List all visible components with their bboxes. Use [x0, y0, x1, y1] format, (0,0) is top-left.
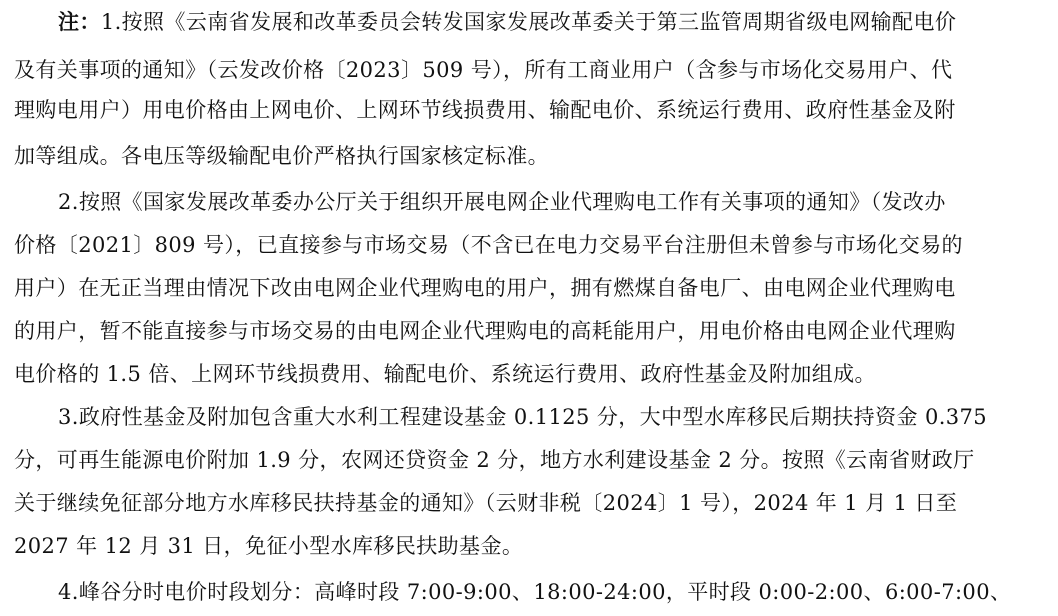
note-text: 1.按照《云南省发展和改革委员会转发国家发展改革委关于第三监管周期省级电网输配电价	[100, 10, 957, 34]
note-line-8: 的用户，暂不能直接参与市场交易的由电网企业代理购电的高耗能用户，用电价格由电网企业代理购	[14, 319, 956, 343]
note-line-13: 2027 年 12 月 31 日，免征小型水库移民扶助基金。	[14, 534, 524, 558]
note-line-7: 用户）在无正当理由情况下改由电网企业代理购电的用户，拥有燃煤自备电厂、由电网企业代理购电	[14, 276, 956, 300]
note-line-6: 价格〔2021〕809 号），已直接参与市场交易（不含已在电力交易平台注册但未曾参与市场化交易的	[14, 233, 963, 257]
note-line-11: 分，可再生能源电价附加 1.9 分，农网还贷资金 2 分，地方水利建设基金 2 分。按照《云南省财政厅	[14, 448, 975, 472]
note-line-10: 3.政府性基金及附加包含重大水利工程建设基金 0.1125 分，大中型水库移民后期扶持资金 0.375	[58, 405, 988, 429]
note-line-9: 电价格的 1.5 倍、上网环节线损费用、输配电价、系统运行费用、政府性基金及附加组成。	[14, 362, 876, 386]
note-line-12: 关于继续免征部分地方水库移民扶持基金的通知》（云财非税〔2024〕1 号），2024 年 1 月 1 日至	[14, 491, 958, 515]
note-label: 注：	[58, 9, 101, 34]
note-line-1	[58, 2, 956, 42]
note-line-14: 4.峰谷分时电价时段划分：高峰时段 7:00-9:00、18:00-24:00，平时段 0:00-2:00、6:00-7:00、	[58, 580, 1012, 604]
note-line-2: 及有关事项的通知》（云发改价格〔2023〕509 号），所有工商业用户（含参与市场化交易用户、代	[14, 58, 953, 82]
note-line-5: 2.按照《国家发展改革委办公厅关于组织开展电网企业代理购电工作有关事项的通知》（发改办	[58, 190, 946, 214]
note-line-4: 加等组成。各电压等级输配电价严格执行国家核定标准。	[14, 144, 549, 168]
note-line-3: 理购电用户）用电价格由上网电价、上网环节线损费用、输配电价、系统运行费用、政府性基金及附	[14, 98, 956, 122]
